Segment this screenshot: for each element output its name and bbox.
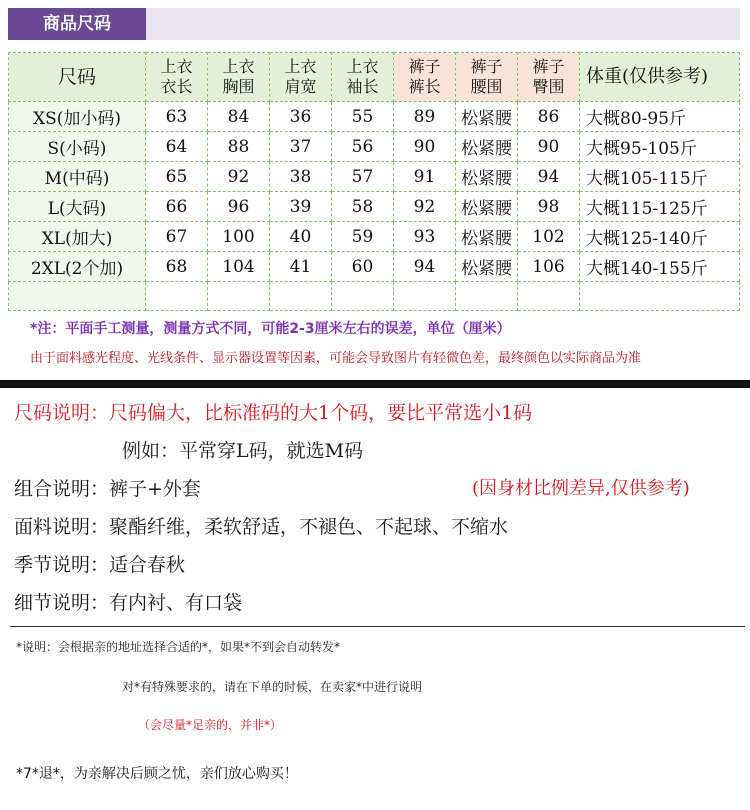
measure-cell: 102 (518, 222, 580, 252)
measure-cell: 67 (146, 222, 208, 252)
column-header-sleeve: 上衣 袖长 (332, 53, 394, 102)
column-header-pants-length: 裤子 裤长 (394, 53, 456, 102)
measure-cell: 松紧腰 (456, 132, 518, 162)
measure-cell: 66 (146, 192, 208, 222)
measure-cell: 91 (394, 162, 456, 192)
measure-cell: 63 (146, 102, 208, 132)
measure-cell: 84 (208, 102, 270, 132)
season-row (14, 550, 185, 577)
measure-cell: 松紧腰 (456, 222, 518, 252)
column-header-hip: 裤子 臀围 (518, 53, 580, 102)
measure-cell: 57 (332, 162, 394, 192)
empty-cell (518, 282, 580, 311)
section-divider (0, 380, 750, 388)
column-header-shoulder: 上衣 肩宽 (270, 53, 332, 102)
measure-cell: 90 (394, 132, 456, 162)
measure-cell: 58 (332, 192, 394, 222)
empty-row (9, 282, 740, 311)
size-column-header: 尺码 (9, 53, 146, 102)
weight-cell: 大概105-115斤 (580, 162, 740, 192)
season-label: 季节说明： (14, 554, 110, 576)
shop-note-disclaimer: （会尽量*足亲的，并非*） (138, 718, 283, 732)
measure-cell: 38 (270, 162, 332, 192)
combo-caution: (因身材比例差异,仅供参考) (472, 478, 690, 499)
measure-cell: 39 (270, 192, 332, 222)
measure-cell: 松紧腰 (456, 102, 518, 132)
weight-cell: 大概80-95斤 (580, 102, 740, 132)
table-row (9, 252, 740, 282)
size-label-cell: L(大码) (9, 192, 146, 222)
measure-cell: 56 (332, 132, 394, 162)
fabric-label: 面料说明： (14, 516, 110, 538)
empty-cell (580, 282, 740, 311)
measure-cell: 64 (146, 132, 208, 162)
measure-cell: 松紧腰 (456, 192, 518, 222)
column-header-chest: 上衣 胸围 (208, 53, 270, 102)
weight-cell: 大概125-140斤 (580, 222, 740, 252)
empty-cell (394, 282, 456, 311)
table-row (9, 222, 740, 252)
combo-label: 组合说明： (14, 478, 110, 500)
measure-cell: 94 (394, 252, 456, 282)
empty-cell (270, 282, 332, 311)
page-title: 商品尺码 (8, 8, 146, 40)
size-table-body (9, 102, 740, 311)
measure-cell: 68 (146, 252, 208, 282)
measure-cell: 88 (208, 132, 270, 162)
table-row (9, 102, 740, 132)
empty-cell (208, 282, 270, 311)
measurement-note: *注：平面手工测量，测量方式不同，可能2-3厘米左右的误差，单位（厘米） (30, 321, 511, 337)
size-label-cell: XS(加小码) (9, 102, 146, 132)
size-table-header-row (9, 53, 740, 102)
measure-cell: 98 (518, 192, 580, 222)
measure-cell: 92 (394, 192, 456, 222)
measure-cell: 松紧腰 (456, 162, 518, 192)
table-row (9, 132, 740, 162)
measure-cell: 60 (332, 252, 394, 282)
size-table (8, 52, 740, 311)
detail-row (14, 588, 242, 615)
weight-cell: 大概140-155斤 (580, 252, 740, 282)
size-label-cell: M(中码) (9, 162, 146, 192)
fabric-row (14, 512, 508, 539)
section-rule (10, 626, 745, 627)
measure-cell: 93 (394, 222, 456, 252)
combo-row (14, 474, 201, 501)
empty-cell (146, 282, 208, 311)
size-label-cell: 2XL(2个加) (9, 252, 146, 282)
size-label-cell: S(小码) (9, 132, 146, 162)
measure-cell: 106 (518, 252, 580, 282)
measure-cell: 86 (518, 102, 580, 132)
color-disclaimer: 由于面料感光程度、光线条件、显示器设置等因素，可能会导致图片有轻微色差，最终颜色以实际商品为准 (30, 351, 642, 366)
season-value: 适合春秋 (109, 554, 186, 576)
measure-cell: 104 (208, 252, 270, 282)
measure-cell: 松紧腰 (456, 252, 518, 282)
measure-cell: 36 (270, 102, 332, 132)
empty-cell (9, 282, 146, 311)
detail-value: 有内衬、有口袋 (109, 592, 243, 614)
shop-note-special: 对*有特殊要求的，请在下单的时候，在卖家*中进行说明 (122, 680, 423, 694)
size-example: 例如：平常穿L码，就选M码 (122, 440, 364, 462)
column-header-length: 上衣 衣长 (146, 53, 208, 102)
size-table-container (8, 52, 740, 310)
measure-cell: 65 (146, 162, 208, 192)
measure-cell: 96 (208, 192, 270, 222)
measure-cell: 40 (270, 222, 332, 252)
fabric-value: 聚酯纤维，柔软舒适，不褪色、不起球、不缩水 (109, 516, 509, 538)
measure-cell: 92 (208, 162, 270, 192)
measure-cell: 94 (518, 162, 580, 192)
combo-value: 裤子+外套 (109, 478, 201, 500)
measure-cell: 89 (394, 102, 456, 132)
weight-cell: 大概95-105斤 (580, 132, 740, 162)
column-header-weight: 体重(仅供参考) (580, 53, 740, 102)
empty-cell (456, 282, 518, 311)
table-row (9, 162, 740, 192)
measure-cell: 100 (208, 222, 270, 252)
size-explanation: 尺码说明：尺码偏大，比标准码的大1个码，要比平常选小1码 (14, 402, 533, 424)
size-label-cell: XL(加大) (9, 222, 146, 252)
measure-cell: 41 (270, 252, 332, 282)
column-header-waist: 裤子 腰围 (456, 53, 518, 102)
table-row (9, 192, 740, 222)
empty-cell (332, 282, 394, 311)
shop-note-address: *说明：会根据亲的地址选择合适的*，如果*不到会自动转发* (16, 640, 341, 654)
detail-label: 细节说明： (14, 592, 110, 614)
measure-cell: 37 (270, 132, 332, 162)
measure-cell: 59 (332, 222, 394, 252)
measure-cell: 55 (332, 102, 394, 132)
weight-cell: 大概115-125斤 (580, 192, 740, 222)
shop-footer-note: *7*退*，为亲解决后顾之忧，亲们放心购买！ (16, 766, 298, 782)
measure-cell: 90 (518, 132, 580, 162)
